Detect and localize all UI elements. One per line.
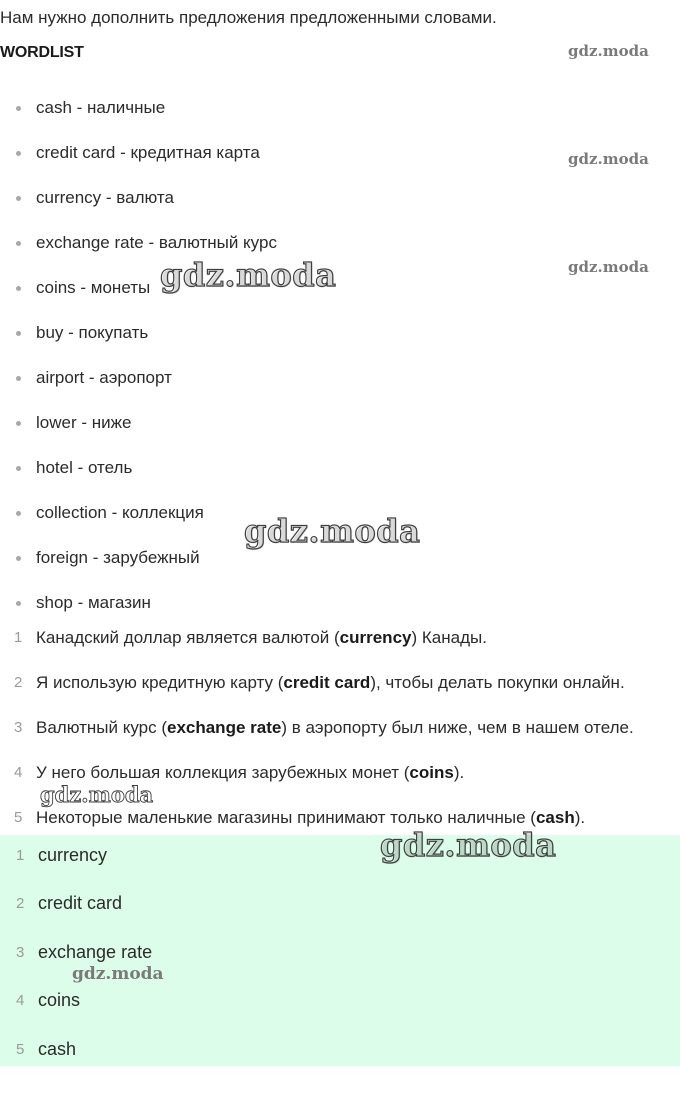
list-item	[0, 366, 277, 411]
sentence-text-after: ), чтобы делать покупки онлайн.	[370, 673, 625, 692]
sentence-answer: credit card	[283, 673, 371, 692]
word-entry: credit card - кредитная карта	[36, 143, 260, 162]
answer-item	[0, 891, 152, 939]
list-item	[0, 321, 277, 366]
answers-list	[0, 843, 152, 1085]
sentence-item	[0, 716, 634, 761]
word-entry: lower - ниже	[36, 413, 132, 432]
sentence-answer: currency	[339, 628, 412, 647]
bullet-icon	[16, 196, 21, 201]
bullet-icon	[16, 421, 21, 426]
list-item	[0, 231, 277, 276]
answers-panel	[0, 835, 680, 1066]
sentence-text-before: Валютный курс (	[36, 718, 167, 737]
list-item	[0, 96, 277, 141]
item-number: 4	[14, 764, 23, 781]
item-number: 1	[16, 847, 25, 864]
list-item	[0, 141, 277, 186]
item-number: 4	[16, 992, 25, 1010]
bullet-icon	[16, 511, 21, 516]
watermark: gdz.moda	[244, 512, 421, 550]
answer-item	[0, 988, 152, 1036]
word-entry: buy - покупать	[36, 323, 149, 342]
sentence-text-before: Некоторые маленькие магазины принимают только наличные (	[36, 808, 536, 827]
sentence-text-after: ) Канады.	[411, 628, 487, 647]
list-item	[0, 501, 277, 546]
word-entry: coins - монеты	[36, 278, 151, 297]
watermark: gdz.moda	[568, 42, 649, 60]
sentence-list	[0, 626, 634, 851]
sentence-text-after: ).	[453, 763, 465, 782]
item-number: 5	[16, 1040, 25, 1058]
answer-text: coins	[38, 990, 81, 1011]
bullet-icon	[16, 556, 21, 561]
answer-item	[0, 1037, 152, 1085]
sentence-item	[0, 671, 634, 716]
intro-text: Нам нужно дополнить предложения предложенными словами.	[0, 8, 497, 27]
sentence-text-before: Я использую кредитную карту (	[36, 673, 284, 692]
answer-item	[0, 843, 152, 891]
list-item	[0, 276, 277, 321]
list-item	[0, 186, 277, 231]
watermark: gdz.moda	[40, 782, 154, 807]
watermark: gdz.moda	[160, 256, 337, 294]
sentence-text-after: ).	[574, 808, 586, 827]
word-entry: shop - магазин	[36, 593, 151, 612]
word-entry: hotel - отель	[36, 458, 133, 477]
item-number: 1	[14, 629, 23, 646]
sentence-answer: coins	[409, 763, 454, 782]
bullet-icon	[16, 331, 21, 336]
sentence-text-after: ) в аэропорту был ниже, чем в нашем отеле.	[281, 718, 634, 737]
bullet-icon	[16, 106, 21, 111]
list-item	[0, 411, 277, 456]
item-number: 3	[14, 719, 23, 736]
bullet-icon	[16, 241, 21, 246]
sentence-answer: cash	[535, 808, 575, 827]
item-number: 2	[14, 674, 23, 691]
word-entry: foreign - зарубежный	[36, 548, 200, 567]
word-entry: currency - валюта	[36, 188, 174, 207]
watermark: gdz.moda	[72, 964, 164, 984]
sentence-answer: exchange rate	[166, 718, 282, 737]
word-entry: cash - наличные	[36, 98, 166, 117]
bullet-icon	[16, 286, 21, 291]
bullet-icon	[16, 376, 21, 381]
bullet-icon	[16, 601, 21, 606]
wordlist-heading: WORDLIST	[0, 44, 84, 61]
wordlist	[0, 96, 277, 636]
item-number: 2	[16, 895, 25, 913]
word-entry: collection - коллекция	[36, 503, 204, 522]
answer-text: exchange rate	[38, 941, 153, 962]
list-item	[0, 456, 277, 501]
word-entry: airport - аэропорт	[36, 368, 172, 387]
bullet-icon	[16, 466, 21, 471]
item-number: 3	[16, 943, 25, 961]
answer-item	[0, 940, 152, 988]
item-number: 5	[14, 809, 23, 826]
sentence-text-before: У него большая коллекция зарубежных монет (	[36, 763, 410, 782]
sentence-text-before: Канадский доллар является валютой (	[36, 628, 340, 647]
watermark: gdz.moda	[568, 258, 649, 276]
answer-text: currency	[38, 845, 108, 865]
sentence-item	[0, 761, 634, 806]
bullet-icon	[16, 151, 21, 156]
answer-text: cash	[38, 1038, 77, 1059]
word-entry: exchange rate - валютный курс	[36, 233, 277, 252]
watermark: gdz.moda	[568, 150, 649, 168]
answer-text: credit card	[38, 893, 123, 914]
sentence-item	[0, 626, 634, 671]
list-item	[0, 546, 277, 591]
